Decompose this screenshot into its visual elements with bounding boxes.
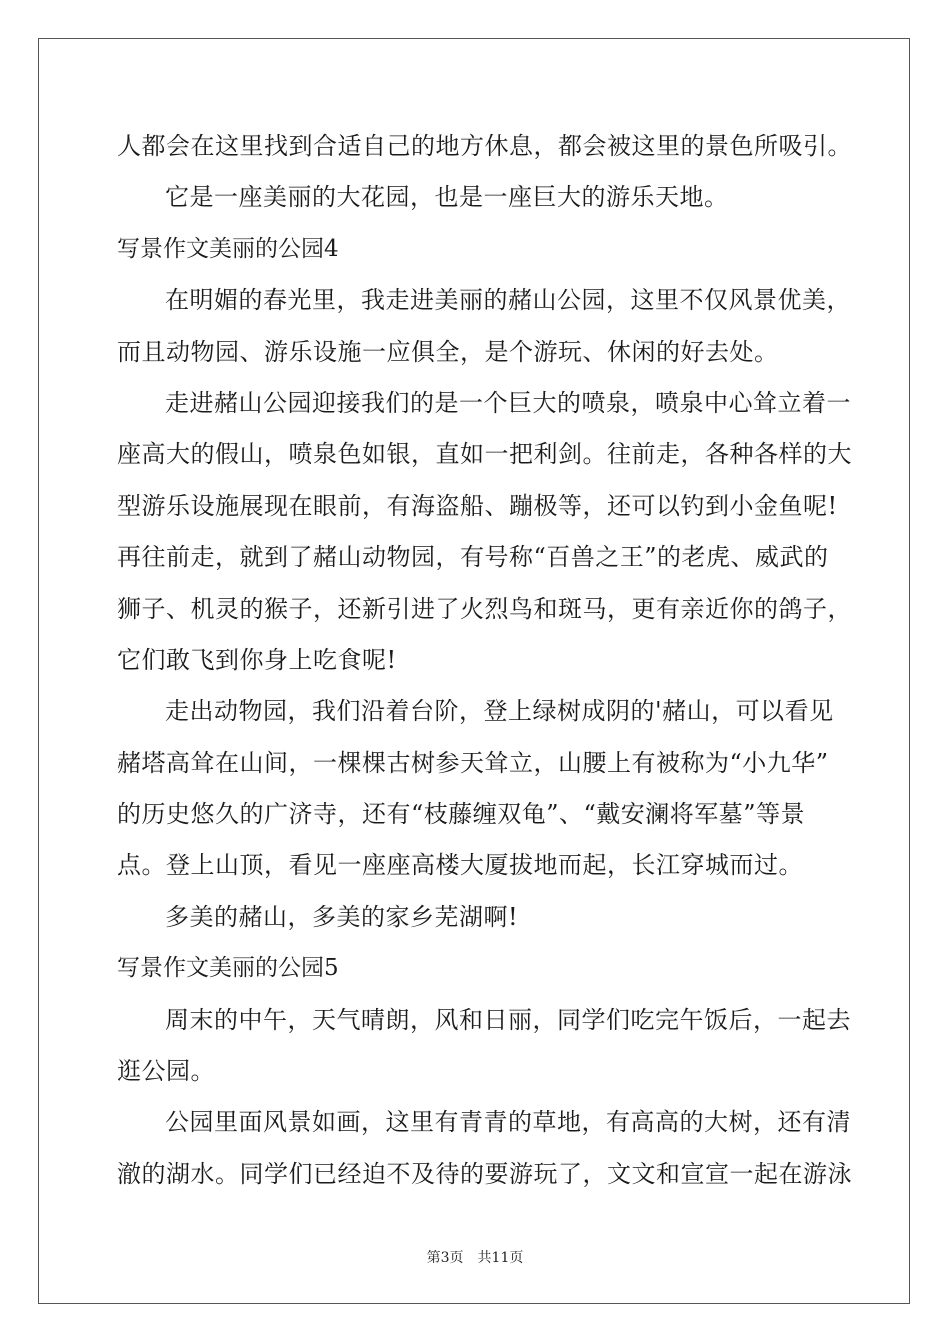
section-heading: 写景作文美丽的公园5 [117,955,339,982]
text-line: 澈的湖水。同学们已经迫不及待的要游玩了，文文和宣宣一起在游泳 [117,1159,852,1188]
text-line: 而且动物园、游乐设施一应俱全，是个游玩、休闲的好去处。 [117,337,779,366]
text-line: 座高大的假山，喷泉色如银，直如一把利剑。往前走，各种各样的大 [117,440,852,469]
text-line: 它是一座美丽的大花园，也是一座巨大的游乐天地。 [165,183,729,212]
text-line: 型游乐设施展现在眼前，有海盗船、蹦极等，还可以钓到小金鱼呢! [117,491,838,520]
text-line: 点。登上山顶，看见一座座高楼大厦拔地而起，长江穿城而过。 [117,851,803,880]
page-footer [0,1247,950,1267]
text-line: 再往前走，就到了赭山动物园，有号称“百兽之王”的老虎、威武的 [117,543,829,572]
current-page-number: 第3页 [426,1250,464,1266]
text-line: 周末的中午，天气晴朗，风和日丽，同学们吃完午饭后，一起去 [165,1005,851,1034]
text-line: 走出动物园，我们沿着台阶，登上绿树成阴的'赭山，可以看见 [165,697,834,726]
section-heading: 写景作文美丽的公园4 [117,235,339,262]
text-line: 多美的赭山，多美的家乡芜湖啊! [165,902,519,931]
text-line: 人都会在这里找到合适自己的地方休息，都会被这里的景色所吸引。 [117,132,852,160]
text-line: 逛公园。 [117,1057,215,1086]
text-line: 赭塔高耸在山间，一棵棵古树参天耸立，山腰上有被称为“小九华” [117,748,829,777]
text-line: 的历史悠久的广济寺，还有“枝藤缠双龟”、“戴安澜将军墓”等景 [117,800,806,829]
text-line: 它们敢飞到你身上吃食呢! [117,645,397,674]
text-line: 走进赭山公园迎接我们的是一个巨大的喷泉，喷泉中心耸立着一 [165,388,851,417]
text-line: 狮子、机灵的猴子，还新引进了火烈鸟和斑马，更有亲近你的鸽子， [117,594,852,623]
document-body [117,121,852,1200]
text-line: 公园里面风景如画，这里有青青的草地，有高高的大树，还有清 [165,1108,851,1137]
total-pages: 共11页 [477,1250,524,1266]
text-line: 在明媚的春光里，我走进美丽的赭山公园，这里不仅风景优美， [165,286,851,315]
